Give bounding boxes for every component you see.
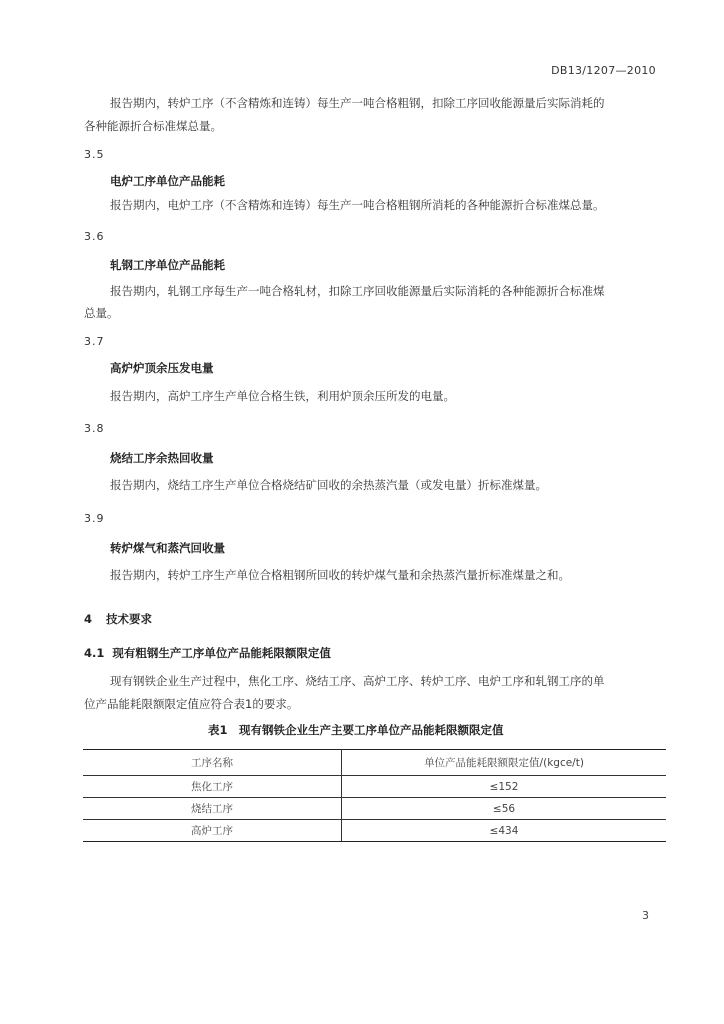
table-1 <box>83 749 666 842</box>
section-title-3-5: 电炉工序单位产品能耗 <box>110 174 225 188</box>
table-cell-limit: ≤434 <box>342 820 667 842</box>
section-title-3-7: 高炉炉顶余压发电量 <box>110 361 214 375</box>
section-number-3-8: 3.8 <box>84 422 105 435</box>
section-text-3-7: 报告期内，高炉工序生产单位合格生铁，利用炉顶余压所发的电量。 <box>110 389 455 403</box>
chapter-title: 技术要求 <box>106 612 153 626</box>
table-header-row <box>83 750 666 776</box>
section-text-3-6-line1: 报告期内，轧钢工序每生产一吨合格轧材，扣除工序回收能源量后实际消耗的各种能源折合标准煤 <box>110 284 605 298</box>
section-title-3-9: 转炉煤气和蒸汽回收量 <box>110 541 225 555</box>
clause-4-1-text-line2: 位产品能耗限额限定值应符合表1的要求。 <box>84 697 299 711</box>
section-text-3-8: 报告期内，烧结工序生产单位合格烧结矿回收的余热蒸汽量（或发电量）折标准煤量。 <box>110 478 547 492</box>
section-number-3-5: 3.5 <box>84 148 105 161</box>
table-header-process: 工序名称 <box>83 750 342 776</box>
clause-4-1-text-line1: 现有钢铁企业生产过程中，焦化工序、烧结工序、高炉工序、转炉工序、电炉工序和轧钢工序的单 <box>110 674 605 688</box>
section-3-4-text-line1: 报告期内，转炉工序（不含精炼和连铸）每生产一吨合格粗钢，扣除工序回收能源量后实际消耗的 <box>110 96 605 110</box>
section-text-3-5: 报告期内，电炉工序（不含精炼和连铸）每生产一吨合格粗钢所消耗的各种能源折合标准煤总量。 <box>110 198 605 212</box>
table-cell-process: 焦化工序 <box>83 776 342 798</box>
section-title-3-6: 轧钢工序单位产品能耗 <box>110 258 225 272</box>
section-title-3-8: 烧结工序余热回收量 <box>110 451 214 465</box>
clause-4-1-heading <box>84 645 331 661</box>
chapter-4-heading <box>84 611 152 627</box>
table-row <box>83 776 666 798</box>
table-cell-limit: ≤56 <box>342 798 667 820</box>
section-3-4-text-line2: 各种能源折合标准煤总量。 <box>84 119 222 133</box>
table-cell-process: 高炉工序 <box>83 820 342 842</box>
chapter-number: 4 <box>84 612 93 626</box>
section-number-3-6: 3.6 <box>84 230 105 243</box>
clause-title: 现有粗钢生产工序单位产品能耗限额限定值 <box>112 646 331 660</box>
section-text-3-6-line2: 总量。 <box>84 306 119 320</box>
table-row <box>83 820 666 842</box>
table-header-limit: 单位产品能耗限额限定值/(kgce/t) <box>342 750 667 776</box>
table-1-caption: 表1 现有钢铁企业生产主要工序单位产品能耗限额限定值 <box>208 723 504 737</box>
section-number-3-9: 3.9 <box>84 512 105 525</box>
standard-code: DB13/1207—2010 <box>551 64 656 77</box>
section-text-3-9: 报告期内，转炉工序生产单位合格粗钢所回收的转炉煤气量和余热蒸汽量折标准煤量之和。 <box>110 568 570 582</box>
page-number: 3 <box>642 909 649 922</box>
section-number-3-7: 3.7 <box>84 335 105 348</box>
table-cell-process: 烧结工序 <box>83 798 342 820</box>
table-row <box>83 798 666 820</box>
clause-number: 4.1 <box>84 646 105 660</box>
table-cell-limit: ≤152 <box>342 776 667 798</box>
